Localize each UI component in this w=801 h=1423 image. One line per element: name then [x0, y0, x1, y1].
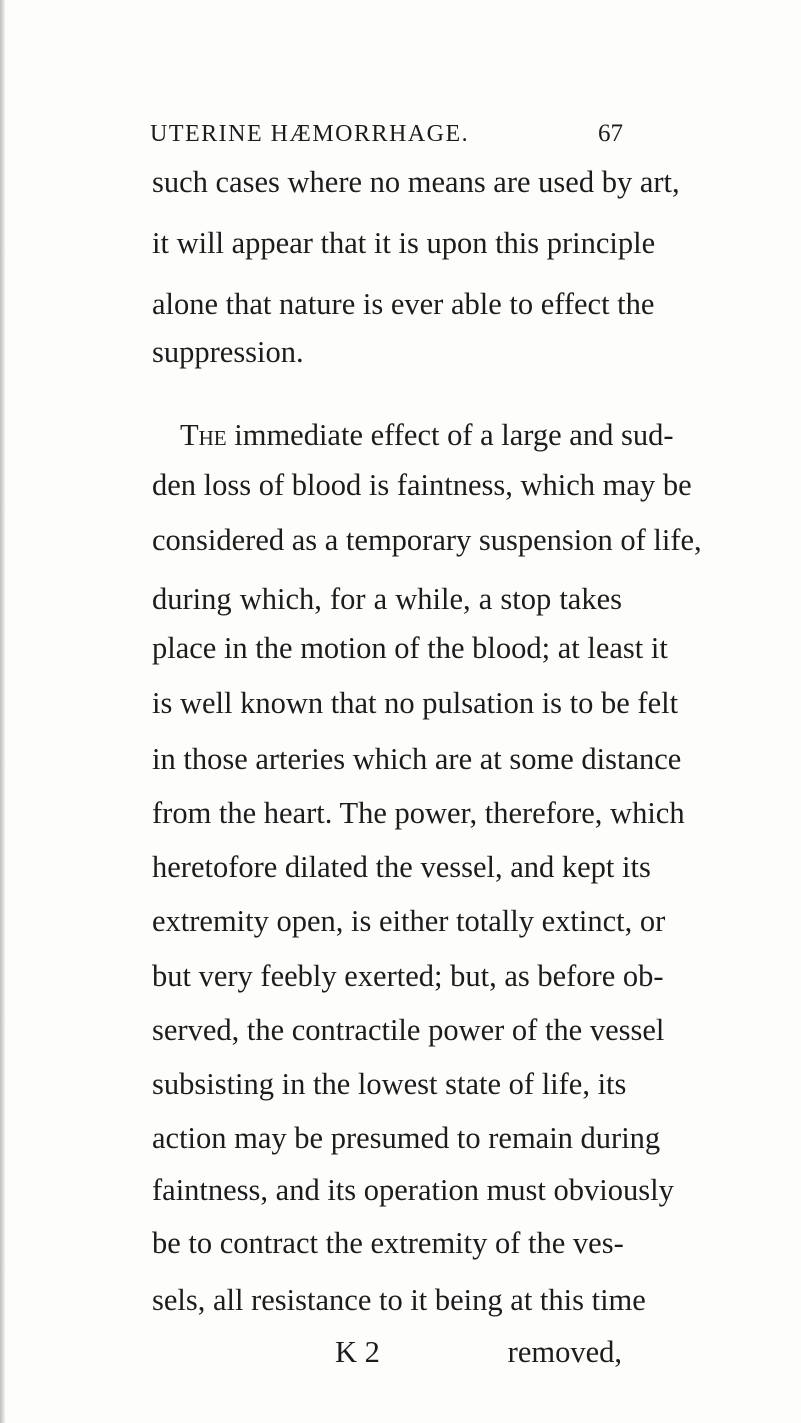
text-line: den loss of blood is faintness, which may be	[152, 468, 692, 502]
lead-word: The	[180, 418, 227, 452]
text-line: during which, for a while, a stop takes	[152, 582, 622, 616]
text-line: it will appear that it is upon this principle	[152, 226, 656, 260]
text-line: but very feebly exerted; but, as before ob-	[152, 959, 664, 993]
text-line: is well known that no pulsation is to be felt	[152, 686, 679, 720]
signature-mark: K 2	[335, 1335, 380, 1369]
text-line: heretofore dilated the vessel, and kept its	[152, 850, 651, 884]
text-line: action may be presumed to remain during	[152, 1121, 661, 1155]
page-gutter-shadow	[0, 0, 5, 1423]
text-line: be to contract the extremity of the ves-	[152, 1226, 624, 1260]
text-line: subsisting in the lowest state of life, its	[152, 1067, 627, 1101]
text-line: served, the contractile power of the vessel	[152, 1013, 665, 1047]
text-line: sels, all resistance to it being at this time	[152, 1283, 646, 1317]
text-line: place in the motion of the blood; at least it	[152, 631, 668, 665]
text-line: such cases where no means are used by art,	[152, 165, 680, 199]
text-line: suppression.	[152, 335, 304, 369]
text-line: in those arteries which are at some distance	[152, 742, 682, 776]
text-line: considered as a temporary suspension of life,	[152, 523, 702, 557]
text-line: from the heart. The power, therefore, which	[152, 796, 685, 830]
running-title: UTERINE HÆMORRHAGE.	[150, 121, 470, 147]
text-line: extremity open, is either totally extinct, or	[152, 904, 666, 938]
catchword: removed,	[507, 1335, 622, 1369]
text-line: immediate effect of a large and sud-	[226, 418, 674, 452]
paragraph-first-line	[180, 410, 674, 460]
text-line: faintness, and its operation must obviously	[152, 1173, 674, 1207]
text-line: alone that nature is ever able to effect the	[152, 287, 655, 321]
page-number: 67	[598, 120, 623, 147]
